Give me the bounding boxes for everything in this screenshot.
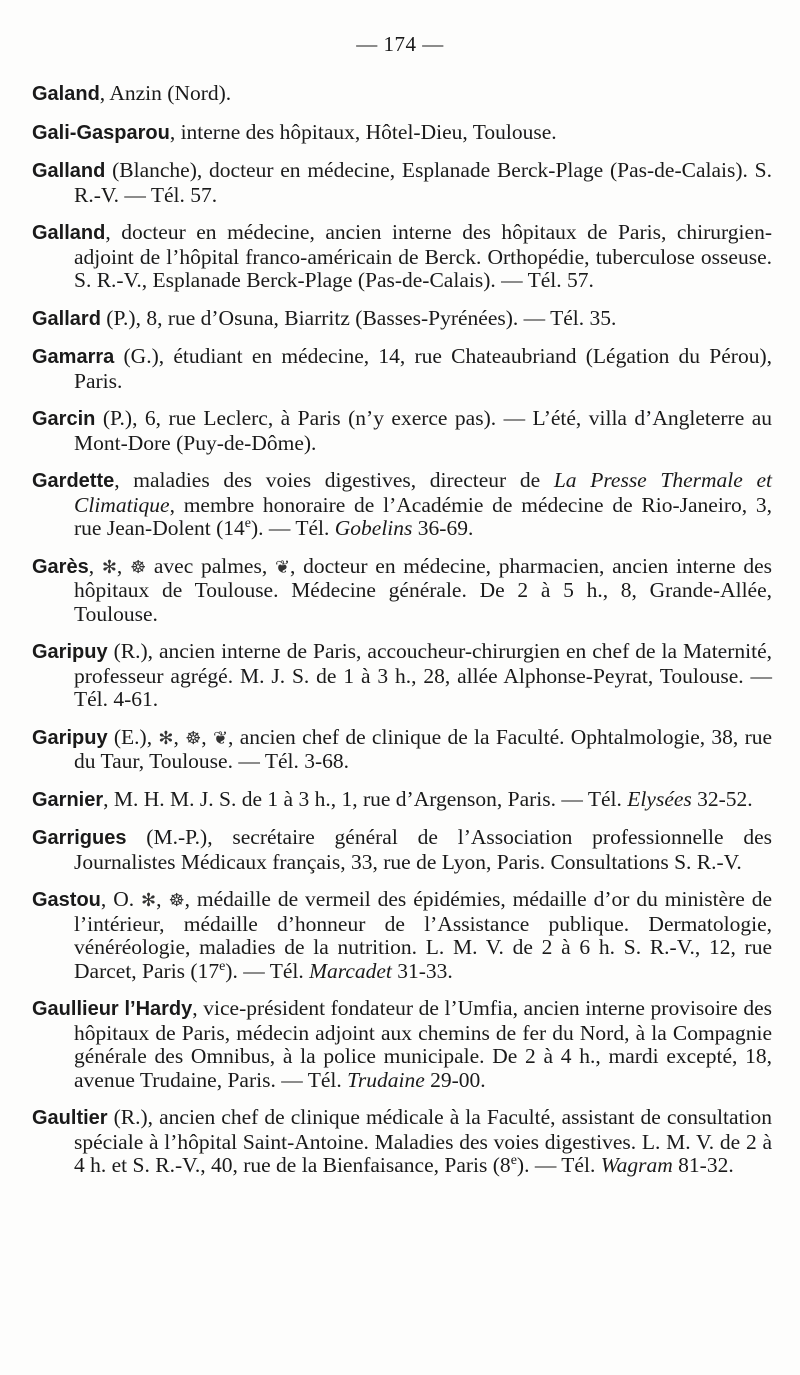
entry-name: Garcin: [32, 408, 96, 430]
entry-superscript: e: [244, 515, 251, 531]
entry-text: ,: [116, 553, 130, 578]
entry-name: Gallard: [32, 307, 101, 330]
entry-text: (P.), 6, rue Leclerc, à Paris (n’y exerce pas). — L’été, villa d’Angleterre au Mont-Dore (Puy-de-Dôme).: [74, 406, 772, 455]
entry-superscript: e: [219, 958, 226, 974]
entry-text: 32-52.: [691, 786, 753, 811]
directory-entry: [32, 82, 772, 107]
entry-name: Gamarra: [32, 346, 115, 368]
decoration-symbol-icon: ❦: [212, 727, 229, 748]
entry-italic-text: La Presse Thermale et Climatique: [74, 468, 772, 517]
entry-name: Garès: [32, 555, 89, 578]
entry-text: 36-69.: [412, 516, 474, 540]
entry-name: Gali-Gasparou: [32, 121, 170, 144]
entry-text: , O.: [100, 887, 142, 911]
entry-text: ). — Tél.: [250, 516, 335, 540]
entry-text: , membre honoraire de l’Académie de médecine de Rio-Janeiro, 3, rue Jean-Dolent (14: [74, 492, 772, 540]
entry-name: Gaullieur l’Hardy: [32, 998, 193, 1020]
entry-text: avec palmes,: [146, 553, 275, 578]
entry-name: Gastou: [32, 889, 101, 911]
directory-entry: [32, 788, 772, 813]
page-number: — 174 —: [356, 32, 444, 56]
entry-text: ,: [173, 724, 186, 749]
entry-text: , M. H. M. J. S. de 1 à 3 h., 1, rue d’Argenson, Paris. — Tél.: [103, 786, 628, 811]
entry-name: Garipuy: [32, 726, 108, 749]
entry-text: ,: [156, 887, 169, 911]
directory-entry: [32, 997, 772, 1092]
entry-text: , vice-président fondateur de l’Umfia, ancien interne provisoire des hôpitaux de Paris, médecin adjoint aux chemins de fer du Nord, à la Compagnie générale des Omnibus, à la police municipale. De 2 à 4 h., mardi excepté, 18, avenue Trudaine, Paris. — Tél.: [74, 996, 772, 1092]
decoration-symbol-icon: ☸: [130, 556, 147, 577]
entry-text: ). — Tél.: [516, 1153, 601, 1177]
entry-italic-text: Trudaine: [347, 1067, 425, 1092]
entry-text: (Blanche), docteur en médecine, Esplanade Berck-Plage (Pas-de-Calais). S. R.-V. — Tél. 57.: [74, 158, 772, 207]
entry-name: Gardette: [32, 470, 115, 492]
entry-text: 81-32.: [672, 1153, 734, 1177]
entry-text: (G.), étudiant en médecine, 14, rue Chateaubriand (Légation du Pérou), Paris.: [74, 344, 772, 393]
decoration-symbol-icon: ☸: [168, 890, 185, 910]
entry-text: 29-00.: [424, 1067, 486, 1092]
directory-entry: [32, 826, 772, 874]
entry-name: Garipuy: [32, 641, 108, 663]
entry-text: (E.),: [107, 724, 159, 749]
entry-text: , maladies des voies digestives, directeur de: [114, 468, 554, 492]
entry-text: , Anzin (Nord).: [99, 81, 232, 105]
entry-name: Galand: [32, 83, 100, 105]
entry-superscript: e: [510, 1152, 517, 1168]
entry-text: ,: [201, 724, 213, 749]
entry-text: , ancien chef de clinique de la Faculté. Ophtalmologie, 38, rue du Taur, Toulouse. — Tél. 3-68.: [74, 724, 773, 773]
directory-entry: [32, 726, 772, 774]
decoration-symbol-icon: ✻: [141, 890, 157, 910]
directory-entry: [32, 469, 772, 541]
decoration-symbol-icon: ✻: [158, 727, 174, 748]
entry-italic-text: Gobelins: [334, 516, 413, 540]
entry-name: Galland: [32, 222, 106, 244]
directory-entry: [32, 888, 772, 983]
decoration-symbol-icon: ❦: [274, 556, 291, 577]
directory-entry: [32, 1106, 772, 1178]
entry-text: (R.), ancien chef de clinique médicale à la Faculté, assistant de consultation spéciale à l’hôpital Saint-Antoine. Maladies des voies digestives. L. M. V. de 2 à 4 h. et S. R.-V., 40, rue de la Bienfaisance, Paris (8: [74, 1105, 772, 1177]
entry-text: ,: [88, 553, 102, 578]
entry-name: Galland: [32, 160, 106, 182]
entry-text: , docteur en médecine, ancien interne des hôpitaux de Paris, chirurgien-adjoint de l’hôpital franco-américain de Berck. Orthopédie, tuberculose osseuse. S. R.-V., Esplanade Berck-Plage (Pas-de-Calais). — Tél. 57.: [74, 220, 772, 292]
directory-entry: [32, 345, 772, 393]
directory-entries: [32, 82, 772, 1192]
entry-italic-text: Elysées: [627, 786, 692, 811]
entry-text: , interne des hôpitaux, Hôtel-Dieu, Toulouse.: [169, 119, 557, 144]
entry-text: (P.), 8, rue d’Osuna, Biarritz (Basses-Pyrénées). — Tél. 35.: [100, 305, 617, 330]
entry-text: 31-33.: [391, 958, 453, 983]
directory-entry: [32, 555, 772, 627]
decoration-symbol-icon: ☸: [185, 727, 202, 748]
entry-text: (M.-P.), secrétaire général de l’Association professionnelle des Journalistes Médicaux français, 33, rue de Lyon, Paris. Consultations S. R.-V.: [74, 825, 772, 874]
entry-name: Garrigues: [32, 827, 127, 849]
directory-entry: [32, 307, 772, 332]
decoration-symbol-icon: ✻: [101, 556, 117, 577]
directory-entry: [32, 121, 772, 146]
entry-text: , médaille de vermeil des épidémies, médaille d’or du ministère de l’intérieur, médaille d’honneur de l’Assistance publique. Dermatologie, vénéréologie, maladies de la nutrition. L. M. V. de 2 à 6 h. S. R.-V., 12, rue Darcet, Paris (17: [74, 887, 773, 983]
entry-italic-text: Wagram: [600, 1153, 673, 1177]
entry-text: ). — Tél.: [225, 958, 310, 983]
entry-text: , docteur en médecine, pharmacien, ancien interne des hôpitaux de Toulouse. Médecine générale. De 2 à 5 h., 8, Grande-Allée, Toulouse.: [74, 553, 773, 626]
directory-entry: [32, 407, 772, 455]
entry-name: Gaultier: [32, 1107, 108, 1129]
entry-name: Garnier: [32, 788, 104, 811]
directory-entry: [32, 159, 772, 207]
directory-entry: [32, 221, 772, 293]
entry-italic-text: Marcadet: [309, 958, 392, 983]
entry-text: (R.), ancien interne de Paris, accoucheur-chirurgien en chef de la Maternité, professeur agrégé. M. J. S. de 1 à 3 h., 28, allée Alphonse-Peyrat, Toulouse. — Tél. 4-61.: [74, 639, 772, 711]
directory-entry: [32, 640, 772, 712]
